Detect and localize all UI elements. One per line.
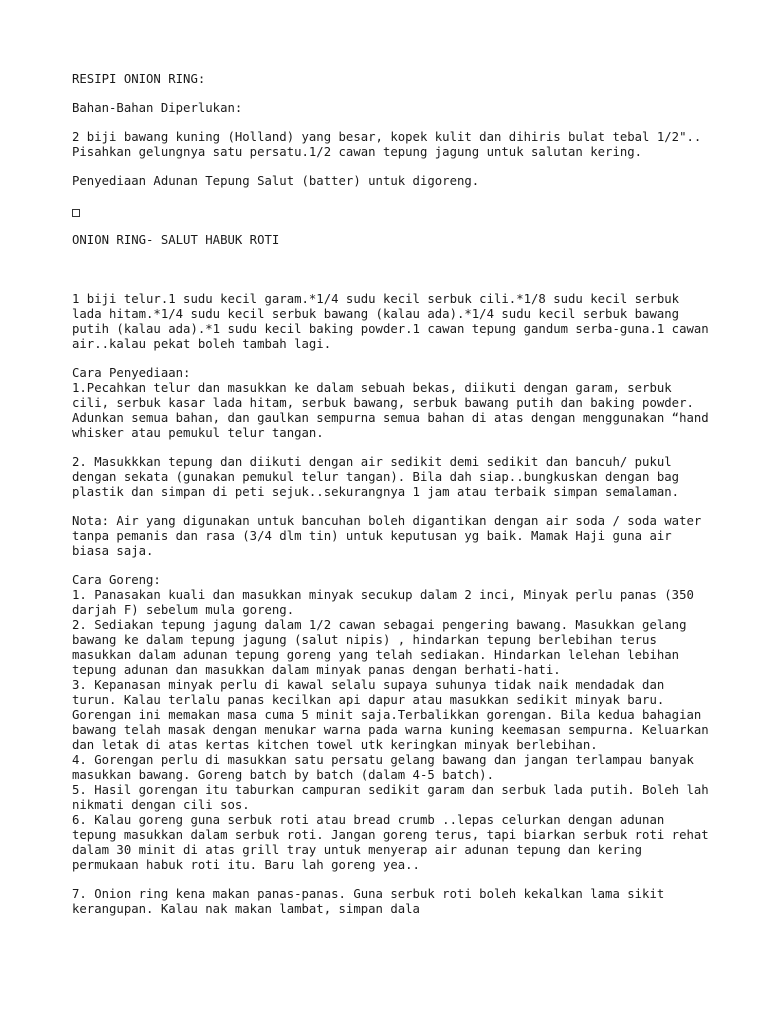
batter-heading: Penyediaan Adunan Tepung Salut (batter) untuk digoreng. <box>72 174 480 188</box>
batter-ingredients: 1 biji telur.1 sudu kecil garam.*1/4 sudu kecil serbuk cili.*1/8 sudu kecil serbuk lada hitam.*1/4 sudu kecil serbuk bawang (kalau ada).*1/4 sudu kecil serbuk bawang putih (kalau ada).*1 sudu kecil baking powder.1 cawan tepung gandum serba-guna.1 cawan air..kalau pekat boleh tambah lagi. <box>72 292 717 351</box>
fry-step-1: 1. Panasakan kuali dan masukkan minyak secukup dalam 2 inci, Minyak perlu panas (350 darjah F) sebelum mula goreng. <box>72 588 702 617</box>
blank-space <box>72 248 712 292</box>
section-title: ONION RING- SALUT HABUK ROTI <box>72 233 280 247</box>
fry-step-4: 4. Gorengan perlu di masukkan satu persatu gelang bawang dan jangan terlampau banyak masukkan bawang. Goreng batch by batch (dalam 4-5 batch). <box>72 753 702 782</box>
broken-image-glyph <box>72 205 712 219</box>
fry-step-3: 3. Kepanasan minyak perlu di kawal selalu supaya suhunya tidak naik mendadak dan turun. Kalau terlalu panas kecilkan api dapur atau masukkan sedikit minyak baru. Gorengan ini memakan masa cuma 5 minit saja.Terbalikkan gorengan. Bila kedua bahagian bawang telah masak dengan menukar warna pada warna kuning keemasan sempurna. Keluarkan dan letak di atas kertas kitchen towel utk keringkan minyak berlebihan. <box>72 678 717 752</box>
fry-heading: Cara Goreng: <box>72 573 161 587</box>
fry-step-7: 7. Onion ring kena makan panas-panas. Guna serbuk roti boleh kekalkan lama sikit kerangupan. Kalau nak makan lambat, simpan dala <box>72 887 672 916</box>
fry-step-2: 2. Sediakan tepung jagung dalam 1/2 cawan sebagai pengering bawang. Masukkan gelang bawang ke dalam tepung jagung (salut nipis) , hindarkan tepung berlebihan terus masukkan dalam adunan tepung goreng yang telah sediakan. Hindarkan lelehan lebihan tepung adunan dan masukkan dalam minyak panas dengan berhati-hati. <box>72 618 694 677</box>
document-page <box>72 72 717 917</box>
missing-glyph-icon <box>72 209 80 217</box>
fry-step-6: 6. Kalau goreng guna serbuk roti atau bread crumb ..lepas celurkan dengan adunan tepung masukkan dalam serbuk roti. Jangan goreng terus, tapi biarkan serbuk roti rehat dalam 30 minit di atas grill tray untuk menyerap air adunan tepung dan kering permukaan habuk roti itu. Baru lah goreng yea.. <box>72 813 717 872</box>
fry-step-5: 5. Hasil gorengan itu taburkan campuran sedikit garam dan serbuk lada putih. Boleh lah nikmati dengan cili sos. <box>72 783 717 812</box>
ingredients-heading: Bahan-Bahan Diperlukan: <box>72 101 243 115</box>
prep-step-1: 1.Pecahkan telur dan masukkan ke dalam sebuah bekas, diikuti dengan garam, serbuk cili, serbuk kasar lada hitam, serbuk bawang, serbuk bawang putih dan baking powder. Adunkan semua bahan, dan gaulkan sempurna semua bahan di atas dengan menggunakan “hand whisker atau pemukul telur tangan. <box>72 381 717 440</box>
note: Nota: Air yang digunakan untuk bancuhan boleh digantikan dengan air soda / soda water tanpa pemanis dan rasa (3/4 dlm tin) untuk keputusan yg baik. Mamak Haji guna air biasa saja. <box>72 514 709 558</box>
prep-heading: Cara Penyediaan: <box>72 366 191 380</box>
ingredients-text: 2 biji bawang kuning (Holland) yang besar, kopek kulit dan dihiris bulat tebal 1/2".. Pisahkan gelungnya satu persatu.1/2 cawan tepung jagung untuk salutan kering. <box>72 130 709 159</box>
recipe-title: RESIPI ONION RING: <box>72 72 206 86</box>
prep-step-2: 2. Masukkkan tepung dan diikuti dengan air sedikit demi sedikit dan bancuh/ pukul dengan sekata (gunakan pemukul telur tangan). Bila dah siap..bungkuskan dengan bag plastik dan simpan di peti sejuk..sekurangnya 1 jam atau terbaik simpan semalaman. <box>72 455 687 499</box>
